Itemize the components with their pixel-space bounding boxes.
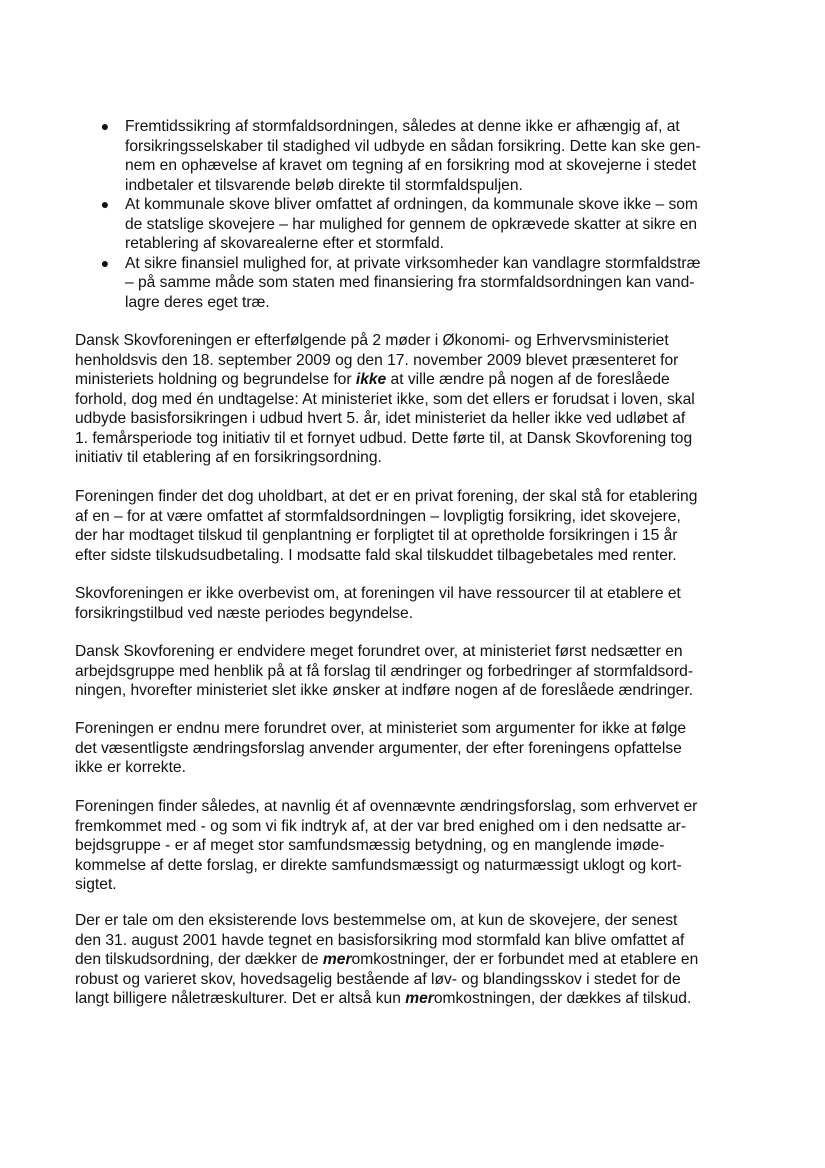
text-line: henholdsvis den 18. september 2009 og den 17. november 2009 blevet præsenteret for <box>75 351 679 369</box>
text-line: forhold, dog med én undtagelse: At ministeriet ikke, som det ellers er forudsat i loven, skal <box>75 390 695 408</box>
text-line: det væsentligste ændringsforslag anvender argumenter, der efter foreningens opfattelse <box>75 739 682 757</box>
text-line: At sikre finansiel mulighed for, at private virksomheder kan vandlagre stormfaldstræ <box>125 254 701 272</box>
text-line: 1. femårsperiode tog initiativ til et fornyet udbud. Dette førte til, at Dansk Skovforening tog <box>75 429 693 447</box>
text-line: Dansk Skovforening er endvidere meget forundret over, at ministeriet først nedsætter en <box>75 643 683 660</box>
text-line: den tilskudsordning, der dækker de meromkostninger, der er forbundet med at etablere en <box>75 951 699 968</box>
text-line: Foreningen finder således, at navnlig ét af ovennævnte ændringsforslag, som erhvervet er <box>75 798 698 815</box>
text-line: arbejdsgruppe med henblik på at få forslag til ændringer og forbedringer af stormfaldsord- <box>75 662 694 680</box>
paragraph-arbejdsgruppe <box>75 642 747 701</box>
bullet-item <box>75 195 747 254</box>
bullet-icon: ● <box>100 254 110 271</box>
paragraph-uholdbart <box>75 487 747 565</box>
paragraph-aendringsforslag <box>75 797 747 895</box>
text-line: af en – for at være omfattet af stormfaldsordningen – lovpligtig forsikring, idet skovejere, <box>75 507 681 525</box>
bullet-list <box>75 117 747 312</box>
text-line: nem en ophævelse af kravet om tegning af en forsikring mod at skovejerne i stedet <box>125 157 697 174</box>
bullet-icon: ● <box>100 196 110 212</box>
text-line: retablering af skovarealerne efter et stormfald. <box>125 235 444 252</box>
text-line: de statslige skovejere – har mulighed for gennem de opkrævede skatter at sikre en <box>125 215 698 233</box>
text-line: kommelse af dette forslag, er direkte samfundsmæssigt og naturmæssigt uklogt og kort- <box>75 856 682 874</box>
bullet-icon: ● <box>100 118 110 134</box>
emphasis-mer: mer <box>322 951 352 968</box>
text-line: udbyde basisforsikringen i udbud hvert 5. år, idet ministeriet da heller ikke ved udløbet af <box>75 410 686 427</box>
text-line: fremkommet med - og som vi fik indtryk af, at der var bred enighed om i den nedsatte ar- <box>75 817 687 835</box>
paragraph-lovbestemmelse <box>75 911 747 1009</box>
text-line: lagre deres eget træ. <box>125 293 270 311</box>
text-line: sigtet. <box>75 876 117 893</box>
bullet-item <box>75 254 747 313</box>
text-line: Skovforeningen er ikke overbevist om, at foreningen vil have ressourcer til at etablere et <box>75 585 681 602</box>
text-line: forsikringstilbud ved næste periodes begyndelse. <box>75 604 414 622</box>
text-line: Foreningen er endnu mere forundret over, at ministeriet som argumenter for ikke at følge <box>75 720 687 737</box>
text-line: langt billigere nåletræskulturer. Det er altså kun meromkostningen, der dækkes af tilskud. <box>75 990 692 1007</box>
emphasis-ikke: ikke <box>355 371 387 388</box>
emphasis-mer: mer <box>405 990 434 1007</box>
text-line: At kommunale skove bliver omfattet af ordningen, da kommunale skove ikke – som <box>125 196 698 213</box>
text-line: ministeriets holdning og begrundelse for ikke at ville ændre på nogen af de foreslåede <box>75 371 670 388</box>
text-line: der har modtaget tilskud til genplantning er forpligtet til at opretholde forsikringen i 15 år <box>75 527 678 544</box>
text-line: bejdsgruppe - er af meget stor samfundsmæssig betydning, og en manglende imøde- <box>75 837 665 854</box>
paragraph-ressourcer <box>75 584 747 623</box>
text-line: indbetaler et tilsvarende beløb direkte til stormfaldspuljen. <box>125 176 523 194</box>
bullet-item <box>75 117 747 195</box>
text-line: efter sidste tilskudsudbetaling. I modsatte fald skal tilskuddet tilbagebetales med renter. <box>75 546 677 564</box>
text-line: – på samme måde som staten med finansiering fra stormfaldsordningen kan vand- <box>125 274 695 291</box>
text-line: ikke er korrekte. <box>75 759 186 776</box>
text-line: Foreningen finder det dog uholdbart, at det er en privat forening, der skal stå for etablering <box>75 488 698 505</box>
text-line: Dansk Skovforeningen er efterfølgende på 2 møder i Økonomi- og Erhvervsministeriet <box>75 332 669 349</box>
text-line: Fremtidssikring af stormfaldsordningen, således at denne ikke er afhængig af, at <box>125 118 680 135</box>
paragraph-argumenter <box>75 719 747 778</box>
text-line: ningen, hvorefter ministeriet slet ikke ønsker at indføre nogen af de foreslåede ændringer. <box>75 682 694 699</box>
paragraph-meetings <box>75 331 747 468</box>
text-line: den 31. august 2001 havde tegnet en basisforsikring mod stormfald kan blive omfattet af <box>75 931 685 949</box>
text-line: forsikringsselskaber til stadighed vil udbyde en sådan forsikring. Dette kan ske gen- <box>125 137 701 155</box>
text-line: robust og varieret skov, hovedsagelig bestående af løv- og blandingsskov i stedet for de <box>75 970 681 988</box>
text-line: initiativ til etablering af en forsikringsordning. <box>75 449 382 466</box>
text-line: Der er tale om den eksisterende lovs bestemmelse om, at kun de skovejere, der senest <box>75 912 678 929</box>
